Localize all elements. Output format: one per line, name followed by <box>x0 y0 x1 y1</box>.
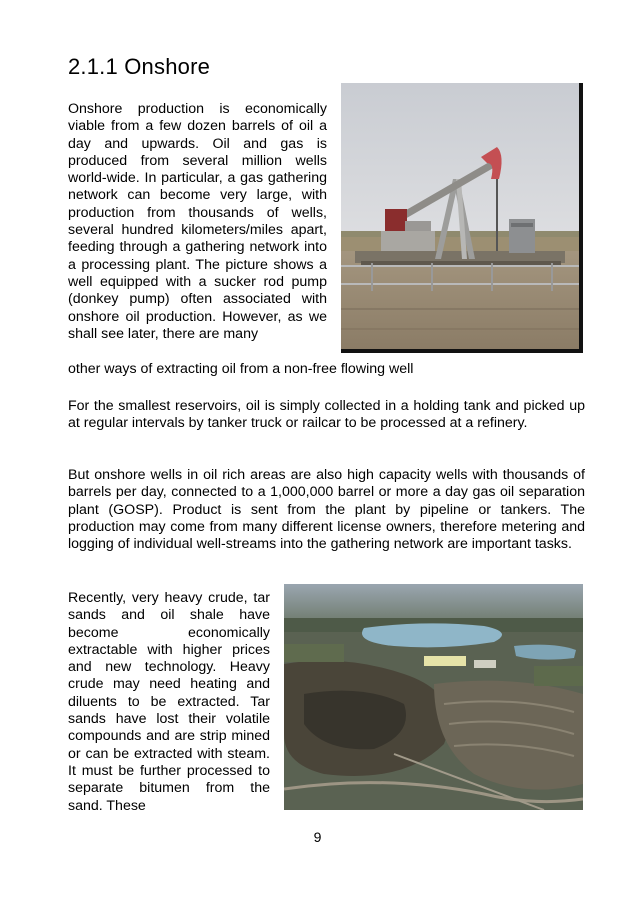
tar-sands-illustration <box>284 584 583 810</box>
section-title: Onshore <box>124 54 211 79</box>
paragraph-heavy-crude: Recently, very heavy crude, tar sands and oil shale have become economically extractable with higher prices and new technology. Heavy crude may need heating and diluents to be extracted. Tar sands have lost their volatile compounds and are strip mined or can be extracted with steam. It must be further processed to separate bitumen from the sand. These <box>68 590 270 814</box>
page-number: 9 <box>313 829 322 845</box>
paragraph-high-capacity-wells: But onshore wells in oil rich areas are also high capacity wells with thousands of barrels per day, connected to a 1,000,000 barrel or more a day gas oil separation plant (GOSP). Product is sent from the plant by pipeline or tankers. The production may come from many different license owners, therefore metering and logging of individual well-streams into the gathering network are important tasks. <box>68 467 585 553</box>
paragraph-onshore-intro-continued: other ways of extracting oil from a non-free flowing well <box>68 361 414 377</box>
section-number: 2.1.1 <box>68 54 118 79</box>
paragraph-small-reservoirs: For the smallest reservoirs, oil is simply collected in a holding tank and picked up at regular intervals by tanker truck or railcar to be processed at a refinery. <box>68 398 585 432</box>
section-heading <box>68 54 210 80</box>
paragraph-onshore-intro: Onshore production is economically viable from a few dozen barrels of oil a day and upwards. Oil and gas is produced from several million wells world-wide. In particular, a gas gathering network can become very large, with production from thousands of wells, several hundred kilometers/miles apart, feeding through a gathering network into a processing plant. The picture shows a well equipped with a sucker rod pump (donkey pump) often associated with onshore oil production. However, as we shall see later, there are many <box>68 101 327 342</box>
pumpjack-photo <box>341 83 583 353</box>
tar-sands-aerial-photo <box>284 584 583 810</box>
pumpjack-illustration <box>341 83 579 349</box>
